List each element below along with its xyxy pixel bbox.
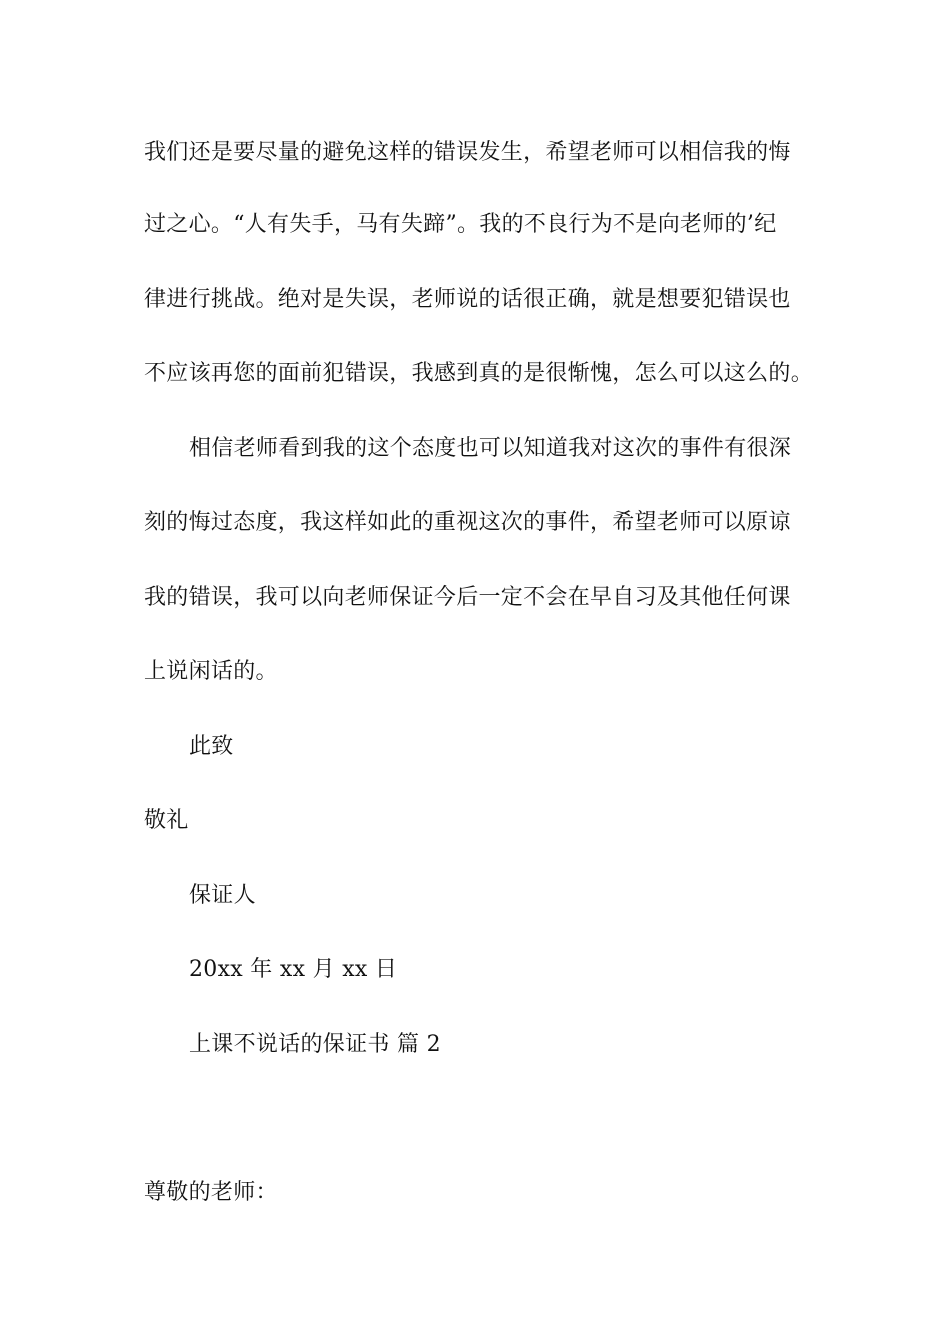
- section-title: 上课不说话的保证书 篇 2: [189, 1032, 441, 1057]
- closing-text: 此致: [189, 734, 234, 759]
- signer-text: 保证人: [189, 883, 256, 908]
- salute-text: 敬礼: [144, 808, 189, 833]
- paragraph-line: 相信老师看到我的这个态度也可以知道我对这次的事件有很深: [189, 436, 792, 461]
- date-text: 20xx 年 xx 月 xx 日: [189, 957, 398, 982]
- paragraph-line: 刻的悔过态度，我这样如此的重视这次的事件，希望老师可以原谅: [144, 510, 791, 535]
- paragraph-line: 上说闲话的。: [144, 659, 278, 684]
- greeting-text: 尊敬的老师：: [144, 1180, 278, 1205]
- paragraph-line: 律进行挑战。绝对是失误，老师说的话很正确，就是想要犯错误也: [144, 287, 791, 312]
- paragraph-line: 不应该再您的面前犯错误，我感到真的是很惭愧，怎么可以这么的。: [144, 361, 814, 386]
- paragraph-line: 我们还是要尽量的避免这样的错误发生，希望老师可以相信我的悔: [144, 140, 791, 165]
- paragraph-line: 过之心。“人有失手，马有失蹄”。我的不良行为不是向老师的’纪: [144, 212, 777, 237]
- paragraph-line: 我的错误，我可以向老师保证今后一定不会在早自习及其他任何课: [144, 585, 791, 610]
